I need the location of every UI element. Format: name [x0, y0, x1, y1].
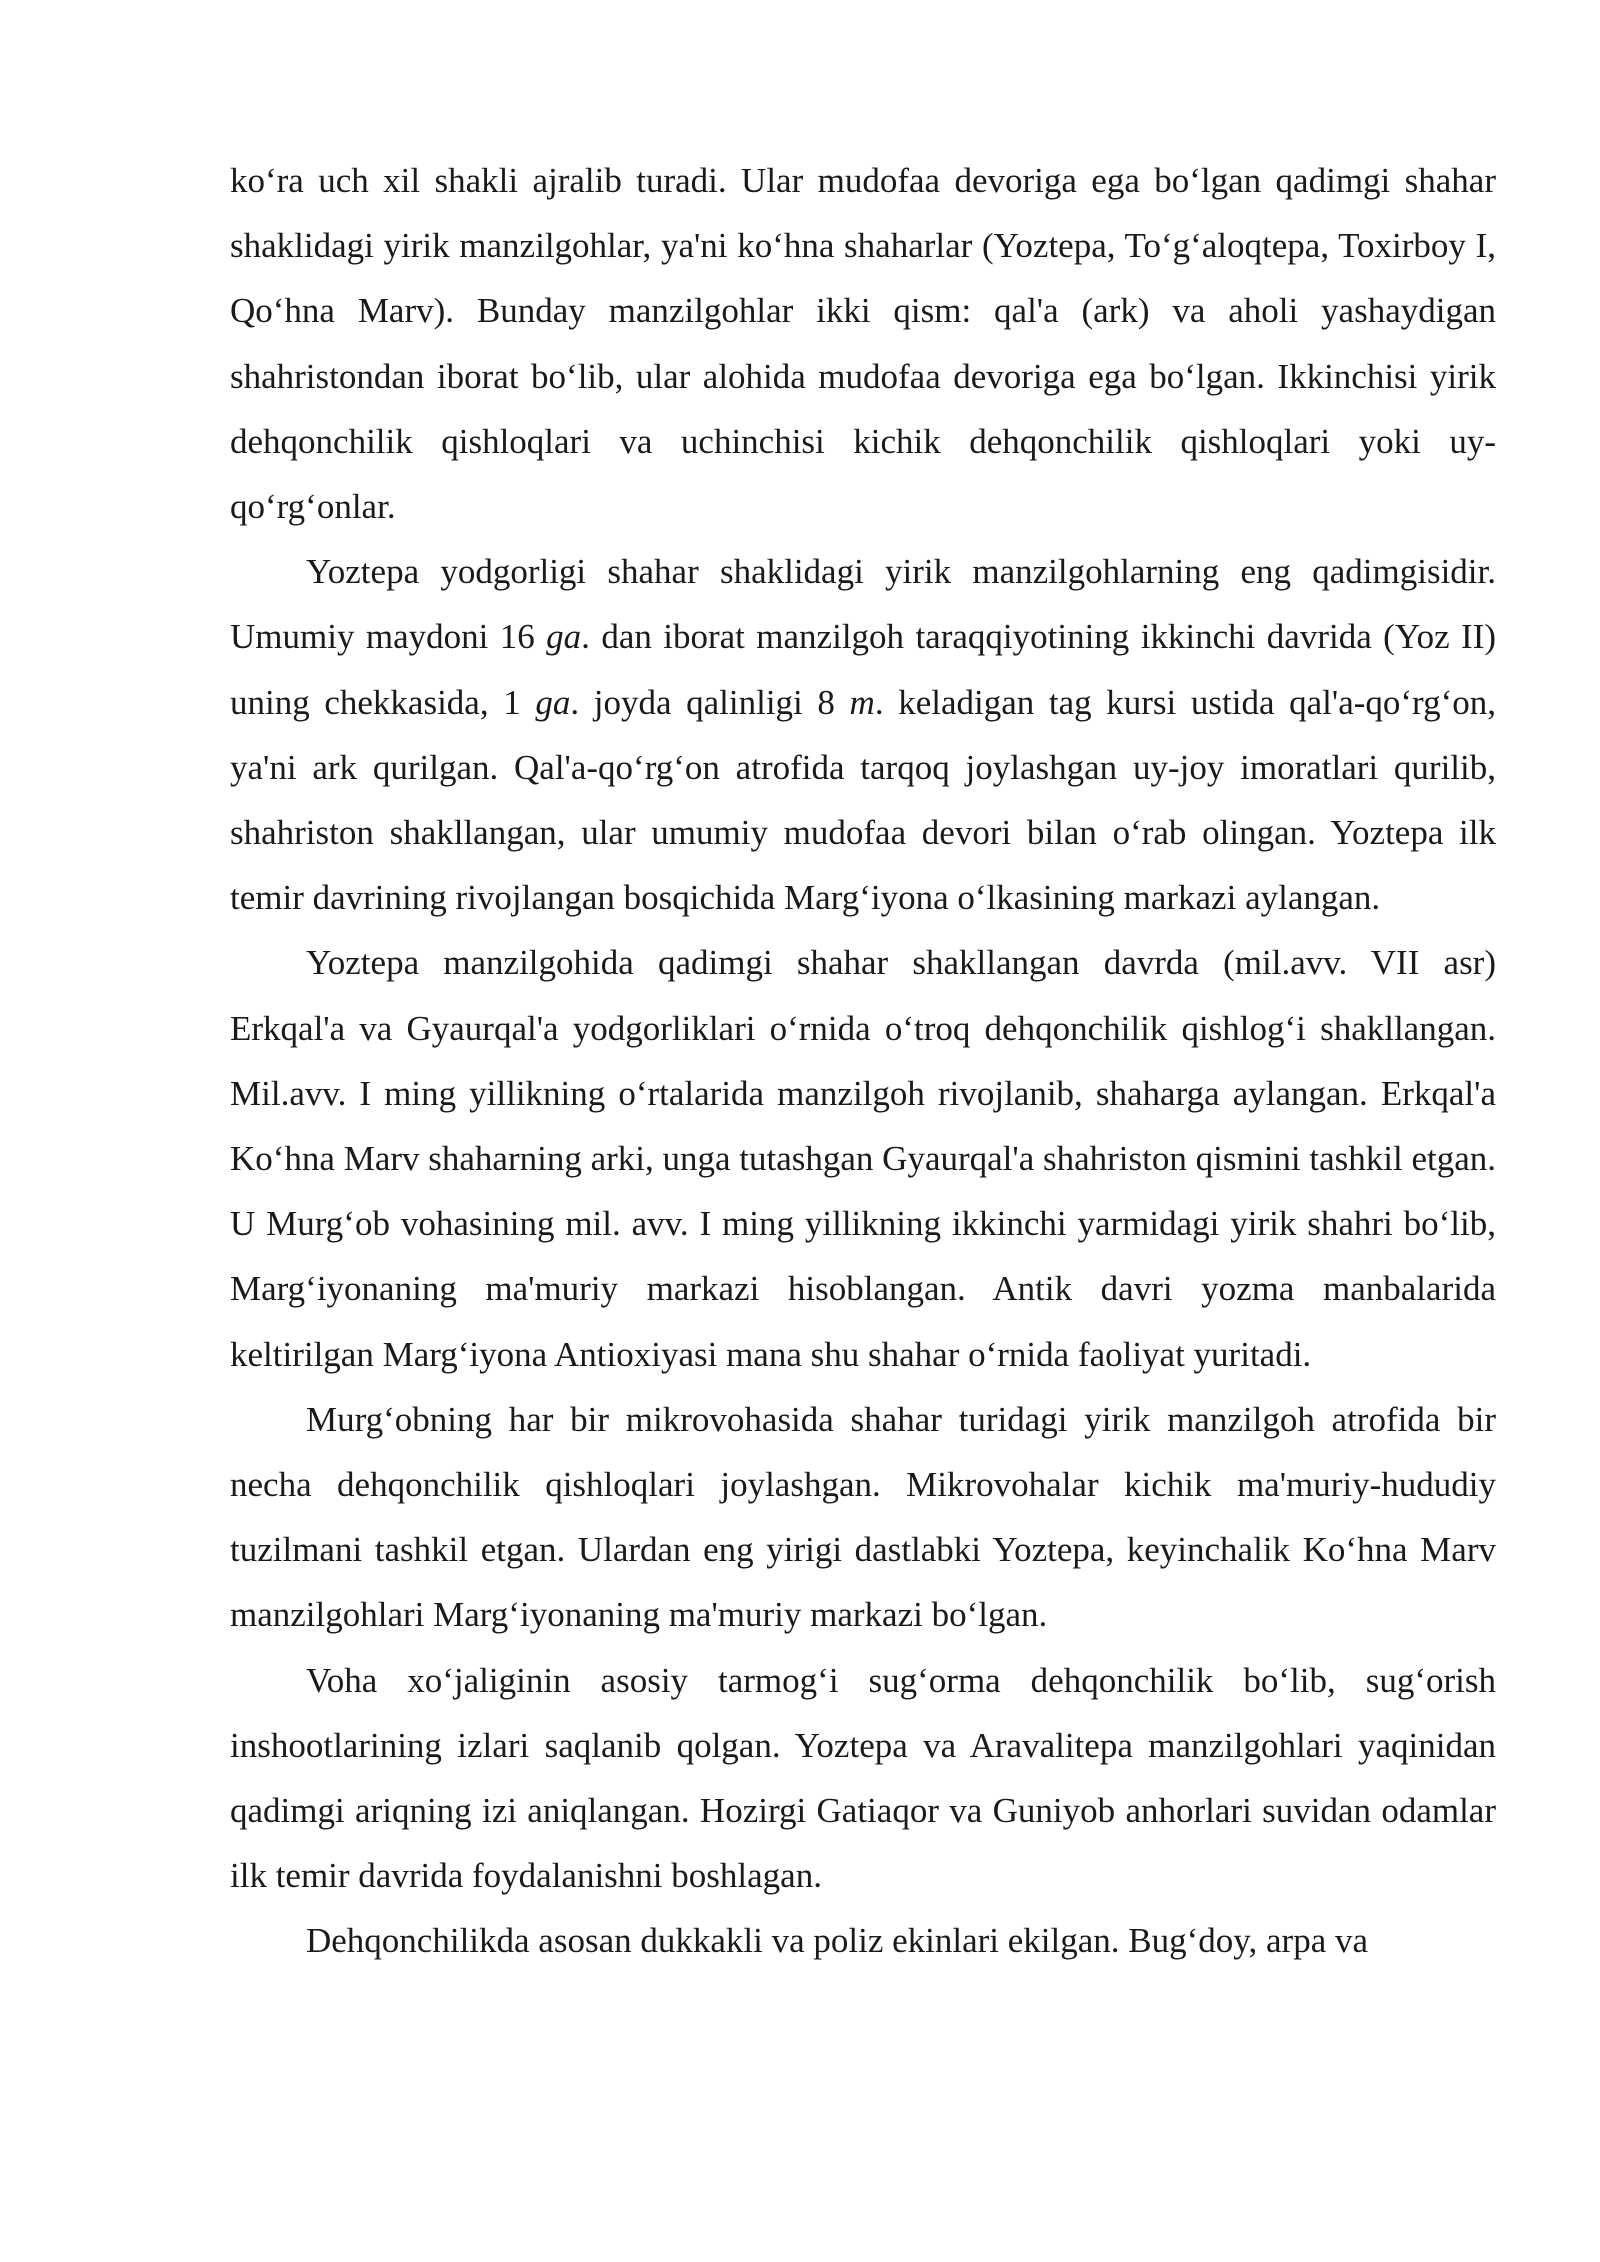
- paragraph-irrigation: [230, 1648, 1496, 1909]
- paragraph-text: . keladigan tag kursi ustida qal'a-qo‘rg‘on, ya'ni ark qurilgan. Qal'a-qo‘rg‘on atrofida tarqoq joylashgan uy-joy imoratlari qurilib, shahriston shakllangan, ular umumiy mudofaa devori bilan o‘rab olingan. Yoztepa ilk temir davrining rivojlangan bosqichida Marg‘iyona o‘lkasining markazi aylangan.: [230, 682, 1496, 918]
- paragraph-settlement-types: [230, 148, 1496, 539]
- paragraph-text: ko‘ra uch xil shakli ajralib turadi. Ular mudofaa devoriga ega bo‘lgan qadimgi shahar shaklidagi yirik manzilgohlar, ya'ni ko‘hna shaharlar (Yoztepa, To‘g‘aloqtepa, Toxirboy I, Qo‘hna Marv). Bunday manzilgohlar ikki qism: qal'a (ark) va aholi yashaydigan shahristondan iborat bo‘lib, ular alohida mudofaa devoriga ega bo‘lgan. Ikkinchisi yirik dehqonchilik qishloqlari va uchinchisi kichik dehqonchilik qishloqlari yoki uy-qo‘rg‘onlar.: [230, 161, 1496, 527]
- paragraph-text: . dan iborat manzilgoh taraqqiyotining ikkinchi davrida (Yoz II) uning chekkasida, 1: [230, 617, 1496, 722]
- paragraph-agriculture: [230, 1908, 1496, 1973]
- paragraph-text: Voha xo‘jaliginin asosiy tarmog‘i sug‘orma dehqonchilik bo‘lib, sug‘orish inshootlarining izlari saqlanib qolgan. Yoztepa va Aravalitepa manzilgohlari yaqinidan qadimgi ariqning izi aniqlangan. Hozirgi Gatiaqor va Guniyob anhorlari suvidan odamlar ilk temir davrida foydalanishni boshlagan.: [230, 1660, 1496, 1896]
- paragraph-microoases: [230, 1387, 1496, 1648]
- document-page: [230, 148, 1496, 1974]
- unit-abbreviation: m: [849, 682, 875, 722]
- paragraph-text: Yoztepa manzilgohida qadimgi shahar shakllangan davrda (mil.avv. VII asr) Erkqal'a va Gyaurqal'a yodgorliklari o‘rnida o‘troq dehqonchilik qishlog‘i shakllangan. Mil.avv. I ming yillikning o‘rtalarida manzilgoh rivojlanib, shaharga aylangan. Erkqal'a Ko‘hna Marv shaharning arki, unga tutashgan Gyaurqal'a shahriston qismini tashkil etgan. U Murg‘ob vohasining mil. avv. I ming yillikning ikkinchi yarmidagi yirik shahri bo‘lib, Marg‘iyonaning ma'muriy markazi hisoblangan. Antik davri yozma manbalarida keltirilgan Marg‘iyona Antioxiyasi mana shu shahar o‘rnida faoliyat yuritadi.: [230, 943, 1497, 1374]
- paragraph-text: Yoztepa yodgorligi shahar shaklidagi yirik manzilgohlarning eng qadimgisidir. Umumiy maydoni 16: [230, 552, 1496, 657]
- paragraph-text: . joyda qalinligi 8: [570, 682, 850, 722]
- paragraph-text: Dehqonchilikda asosan dukkakli va poliz ekinlari ekilgan. Bug‘doy, arpa va: [306, 1921, 1369, 1961]
- unit-abbreviation: ga: [546, 617, 582, 657]
- paragraph-kohna-marv: [230, 930, 1496, 1386]
- unit-abbreviation: ga: [535, 682, 571, 722]
- paragraph-yoztepa: [230, 539, 1496, 930]
- paragraph-text: Murg‘obning har bir mikrovohasida shahar turidagi yirik manzilgoh atrofida bir necha dehqonchilik qishloqlari joylashgan. Mikrovohalar kichik ma'muriy-hududiy tuzilmani tashkil etgan. Ulardan eng yirigi dastlabki Yoztepa, keyinchalik Ko‘hna Marv manzilgohlari Marg‘iyonaning ma'muriy markazi bo‘lgan.: [230, 1399, 1496, 1635]
